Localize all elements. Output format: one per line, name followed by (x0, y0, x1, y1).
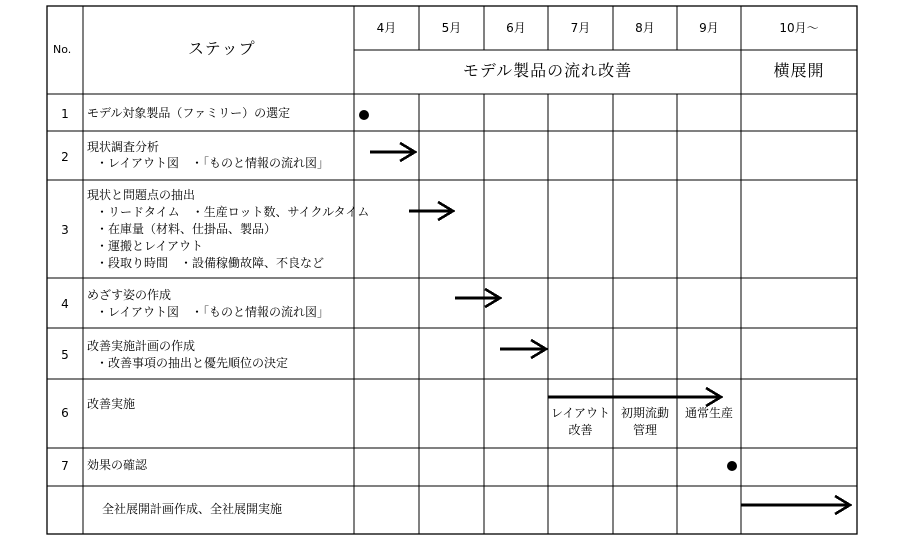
arrow-row2 (370, 143, 415, 161)
note-layout-improvement-1: レイアウト (550, 406, 611, 420)
row-number: 1 (61, 107, 69, 121)
row-number: 3 (61, 223, 69, 237)
arrow-row3 (409, 202, 453, 220)
arrow-row4 (455, 289, 500, 307)
task-detail: ・改善事項の抽出と優先順位の決定 (96, 356, 289, 370)
milestone-dot-row7 (727, 461, 737, 471)
task-title: 効果の確認 (87, 458, 148, 472)
month-jul: 7月 (570, 21, 591, 35)
note-initial-flow-2: 管理 (632, 423, 657, 437)
milestone-dot-row1 (359, 110, 369, 120)
task-detail: ・段取り時間 ・設備稼働故障、不良など (96, 256, 325, 270)
row-number: 4 (61, 297, 69, 311)
task-detail: ・リードタイム ・生産ロット数、サイクルタイム (96, 205, 370, 219)
task-title: モデル対象製品（ファミリー）の選定 (87, 106, 291, 120)
task-title: めざす姿の作成 (87, 288, 172, 302)
month-may: 5月 (441, 21, 462, 35)
step-header: ステップ (188, 39, 256, 58)
task-detail: ・レイアウト図 ・「ものと情報の流れ図」 (96, 305, 330, 319)
task-title: 改善実施計画の作成 (87, 339, 196, 353)
month-jun: 6月 (506, 21, 526, 35)
note-normal-production: 通常生産 (684, 406, 733, 420)
task-detail: ・在庫量（材料、仕掛品、製品） (96, 222, 277, 236)
month-apr: 4月 (376, 21, 397, 35)
task-title-rollout: 全社展開計画作成、全社展開実施 (102, 502, 283, 516)
month-sep: 9月 (699, 21, 719, 35)
note-initial-flow-1: 初期流動 (620, 406, 669, 420)
phase-rollout: 横展開 (773, 61, 825, 80)
month-aug: 8月 (635, 21, 655, 35)
task-detail: ・レイアウト図 ・「ものと情報の流れ図」 (96, 156, 330, 170)
row-number: 5 (61, 348, 69, 362)
no-header: No. (53, 43, 72, 56)
note-layout-improvement-2: 改善 (568, 423, 593, 437)
task-title: 現状調査分析 (87, 140, 160, 154)
row-number: 2 (61, 150, 69, 164)
month-oct-onward: 10月～ (779, 21, 819, 35)
task-title: 現状と問題点の抽出 (87, 188, 196, 202)
phase-model-improvement: モデル製品の流れ改善 (462, 61, 633, 80)
task-title: 改善実施 (87, 397, 136, 411)
task-detail: ・運搬とレイアウト (96, 239, 204, 253)
row-number: 6 (61, 406, 69, 420)
arrow-row5 (500, 340, 546, 358)
arrow-row6 (548, 388, 721, 406)
arrow-row8 (741, 496, 850, 514)
row-number: 7 (61, 459, 69, 473)
